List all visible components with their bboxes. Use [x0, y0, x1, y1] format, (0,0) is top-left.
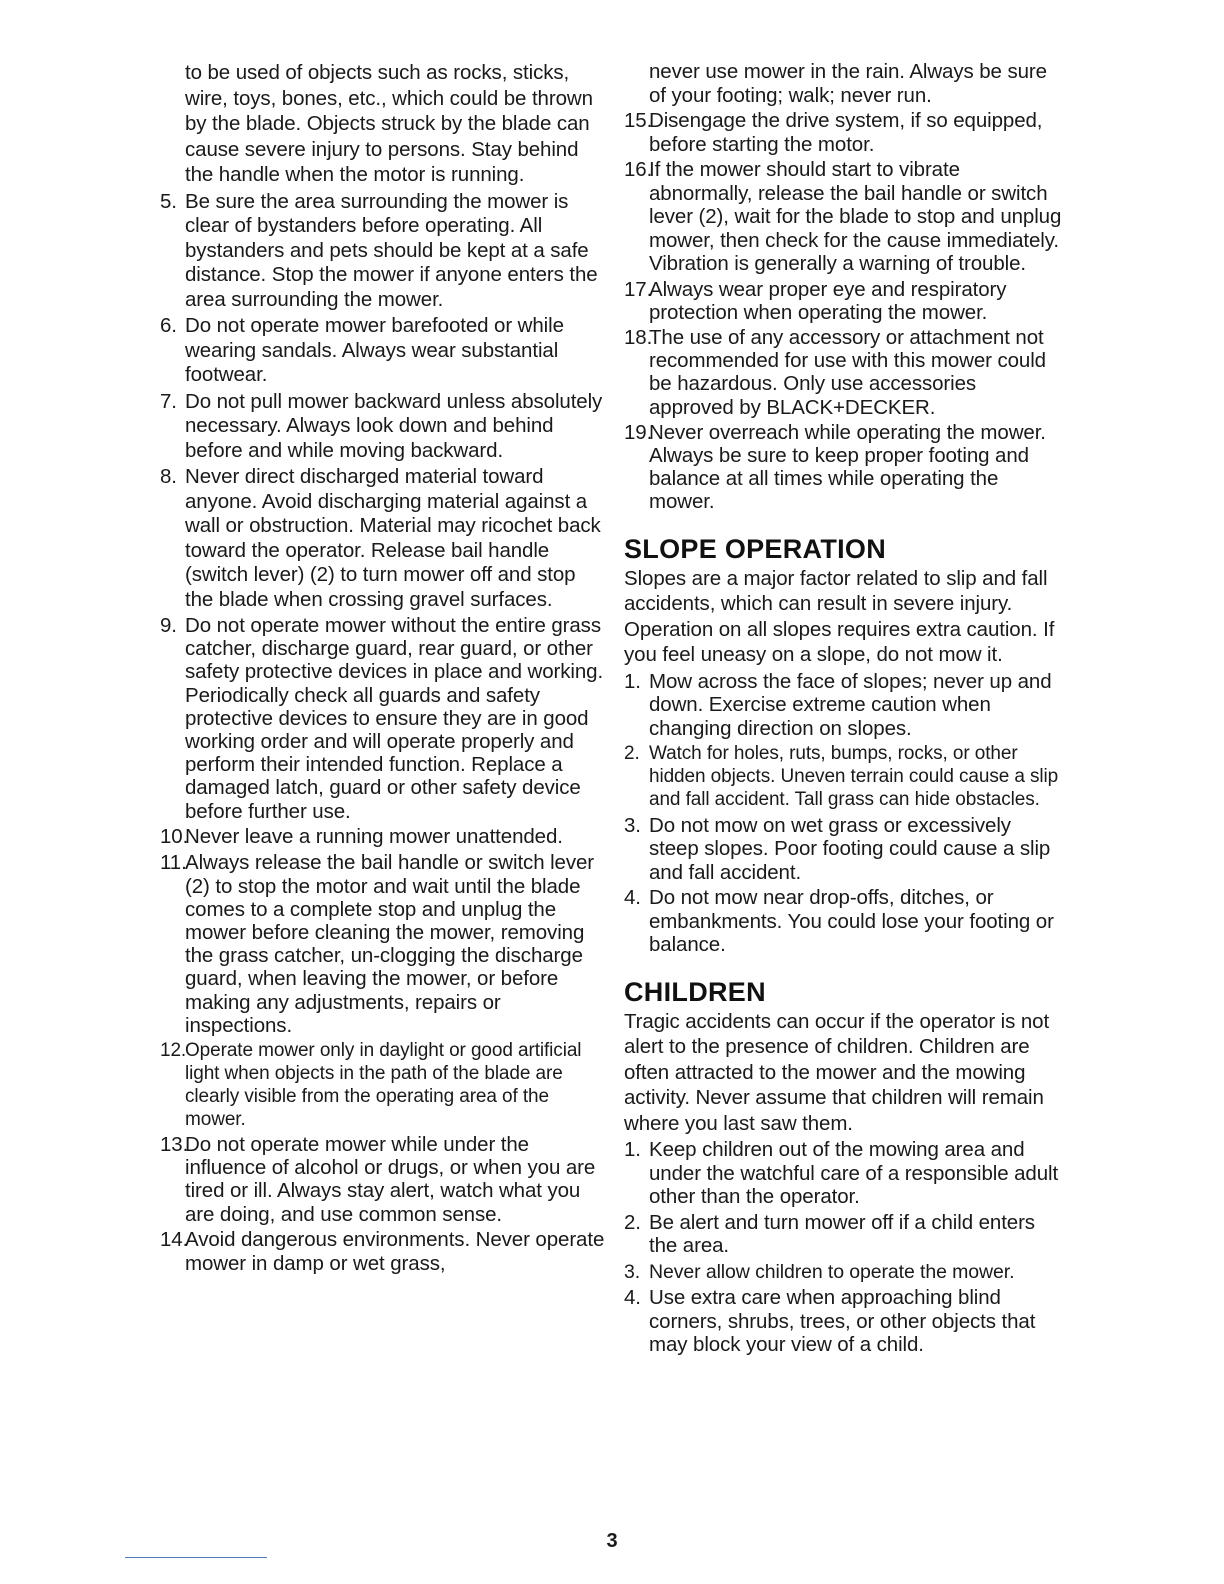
- left-continuation-text: to be used of objects such as rocks, sticks, wire, toys, bones, etc., which could be thrown by the blade. Objects struck by the blade can cause severe injury to persons. Stay behind the handle when the motor is running.: [185, 61, 593, 186]
- slope-intro-text: Slopes are a major factor related to slip and fall accidents, which can result in severe injury. Operation on all slopes requires extra caution. If you feel uneasy on a slope, do not mow it.: [624, 566, 1055, 667]
- item-text: Do not operate mower while under the influence of alcohol or drugs, or when you are tired or ill. Always stay alert, watch what you are doing, and use common sense.: [185, 1132, 596, 1226]
- list-item: [160, 614, 605, 823]
- footer-rule: [125, 1557, 267, 1558]
- item-number: 3.: [624, 813, 641, 837]
- item-number: 19.: [624, 420, 653, 444]
- item-number: 3.: [624, 1260, 641, 1283]
- list-item: [160, 1133, 605, 1226]
- list-item: [624, 109, 1064, 156]
- item-text: Watch for holes, ruts, bumps, rocks, or other hidden objects. Uneven terrain could cause a slip and fall accident. Tall grass can hide obstacles.: [649, 743, 1059, 811]
- item-text: Never allow children to operate the mower.: [649, 1260, 1015, 1283]
- list-item: [160, 465, 605, 612]
- list-item: [624, 886, 1064, 957]
- list-item: [624, 158, 1064, 276]
- item-text: Do not pull mower backward unless absolutely necessary. Always look down and behind before and while moving backward.: [185, 389, 603, 462]
- item-number: 11.: [160, 851, 187, 875]
- item-number: 5.: [160, 189, 177, 213]
- list-item: [624, 1286, 1064, 1357]
- item-text: Keep children out of the mowing area and under the watchful care of a responsible adult other than the operator.: [649, 1138, 1059, 1209]
- list-item: [160, 1039, 605, 1131]
- item-text: Do not operate mower without the entire grass catcher, discharge guard, rear guard, or other safety protective devices in place and working. Periodically check all guards and safety protective devices to ensure they are in good working order and will operate properly and perform their intended function. Replace a damaged latch, guard or other safety device before further use.: [185, 614, 604, 823]
- item-text: Never overreach while operating the mower. Always be sure to keep proper footing and balance at all times while operating the mower.: [649, 420, 1046, 514]
- list-item: [624, 1138, 1064, 1209]
- item-text: Never direct discharged material toward anyone. Avoid discharging material against a wall or obstruction. Material may ricochet back toward the operator. Release bail handle (switch lever) (2) to turn mower off and stop the blade when crossing gravel surfaces.: [185, 465, 601, 611]
- item-number: 18.: [624, 325, 653, 349]
- list-item: [624, 421, 1064, 514]
- item-number: 6.: [160, 314, 177, 337]
- children-intro-text: Tragic accidents can occur if the operator is not alert to the presence of children. Children are often attracted to the mower and the mowing activity. Never assume that children will remain where you last saw them.: [624, 1009, 1050, 1135]
- item-text: Do not mow near drop-offs, ditches, or embankments. You could lose your footing or balance.: [649, 886, 1054, 957]
- item-text: Do not operate mower barefooted or while wearing sandals. Always wear substantial footwear.: [185, 314, 564, 386]
- item-number: 7.: [160, 389, 177, 413]
- item-text: Be sure the area surrounding the mower is clear of bystanders before operating. All bystanders and pets should be kept at a safe distance. Stop the mower if anyone enters the area surrounding the mower.: [185, 189, 598, 311]
- list-item: [160, 314, 605, 388]
- item-number: 4.: [624, 886, 641, 910]
- list-item: [624, 742, 1064, 812]
- item-number: 13.: [160, 1132, 189, 1156]
- item-text: Be alert and turn mower off if a child enters the area.: [649, 1210, 1035, 1258]
- list-item: [624, 814, 1064, 885]
- item-number: 12.: [160, 1039, 187, 1061]
- item-number: 2.: [624, 743, 640, 765]
- item-text: Use extra care when approaching blind corners, shrubs, trees, or other objects that may block your view of a child.: [649, 1286, 1036, 1357]
- list-item: [160, 825, 605, 850]
- item-text: Operate mower only in daylight or good artificial light when objects in the path of the blade are clearly visible from the operating area of the mower.: [185, 1039, 582, 1130]
- item-text: The use of any accessory or attachment not recommended for use with this mower could be hazardous. Only use accessories approved by BLACK+DECKER.: [649, 325, 1046, 419]
- section-heading-slope-operation: SLOPE OPERATION: [624, 533, 887, 564]
- item-number: 9.: [160, 614, 177, 637]
- item-text: Avoid dangerous environments. Never operate mower in damp or wet grass,: [185, 1227, 605, 1276]
- section-heading-children: CHILDREN: [624, 976, 766, 1007]
- item-number: 2.: [624, 1210, 641, 1234]
- item-text: Always release the bail handle or switch lever (2) to stop the motor and wait until the blade comes to a complete stop and unplug the mower before cleaning the mower, removing the grass catcher, un-clogging the discharge guard, when leaving the mower, or before making any adjustments, repairs or inspections.: [185, 851, 595, 1037]
- item-text: Disengage the drive system, if so equipped, before starting the motor.: [649, 109, 1043, 156]
- item-number: 1.: [624, 669, 641, 693]
- item-number: 15.: [624, 109, 653, 132]
- item-text: Always wear proper eye and respiratory protection when operating the mower.: [649, 277, 1007, 324]
- list-item: [624, 1260, 1064, 1285]
- page-number: 3: [606, 1530, 618, 1552]
- list-item: [160, 190, 605, 313]
- item-number: 4.: [624, 1286, 641, 1310]
- list-item: [624, 670, 1064, 741]
- list-item: [624, 1211, 1064, 1258]
- right-continuation-text: never use mower in the rain. Always be sure of your footing; walk; never run.: [649, 60, 1047, 107]
- item-number: 8.: [160, 465, 177, 488]
- list-item: [160, 1228, 605, 1277]
- item-text: Never leave a running mower unattended.: [185, 824, 563, 848]
- item-number: 1.: [624, 1138, 641, 1162]
- item-text: If the mower should start to vibrate abnormally, release the bail handle or switch lever (2), wait for the blade to stop and unplug mower, then check for the cause immediately. Vibration is generally a warning of trouble.: [649, 158, 1062, 275]
- item-number: 14.: [160, 1227, 189, 1251]
- item-number: 16.: [624, 158, 653, 181]
- list-item: [624, 326, 1064, 419]
- item-number: 10.: [160, 824, 189, 848]
- item-number: 17.: [624, 277, 653, 301]
- list-item: [160, 851, 605, 1037]
- item-text: Mow across the face of slopes; never up and down. Exercise extreme caution when changing direction on slopes.: [649, 669, 1052, 740]
- list-item: [624, 278, 1064, 324]
- item-text: Do not mow on wet grass or excessively steep slopes. Poor footing could cause a slip and fall accident.: [649, 813, 1051, 884]
- right-column: [624, 60, 1064, 1357]
- list-item: [160, 390, 605, 464]
- left-column: [160, 60, 605, 1277]
